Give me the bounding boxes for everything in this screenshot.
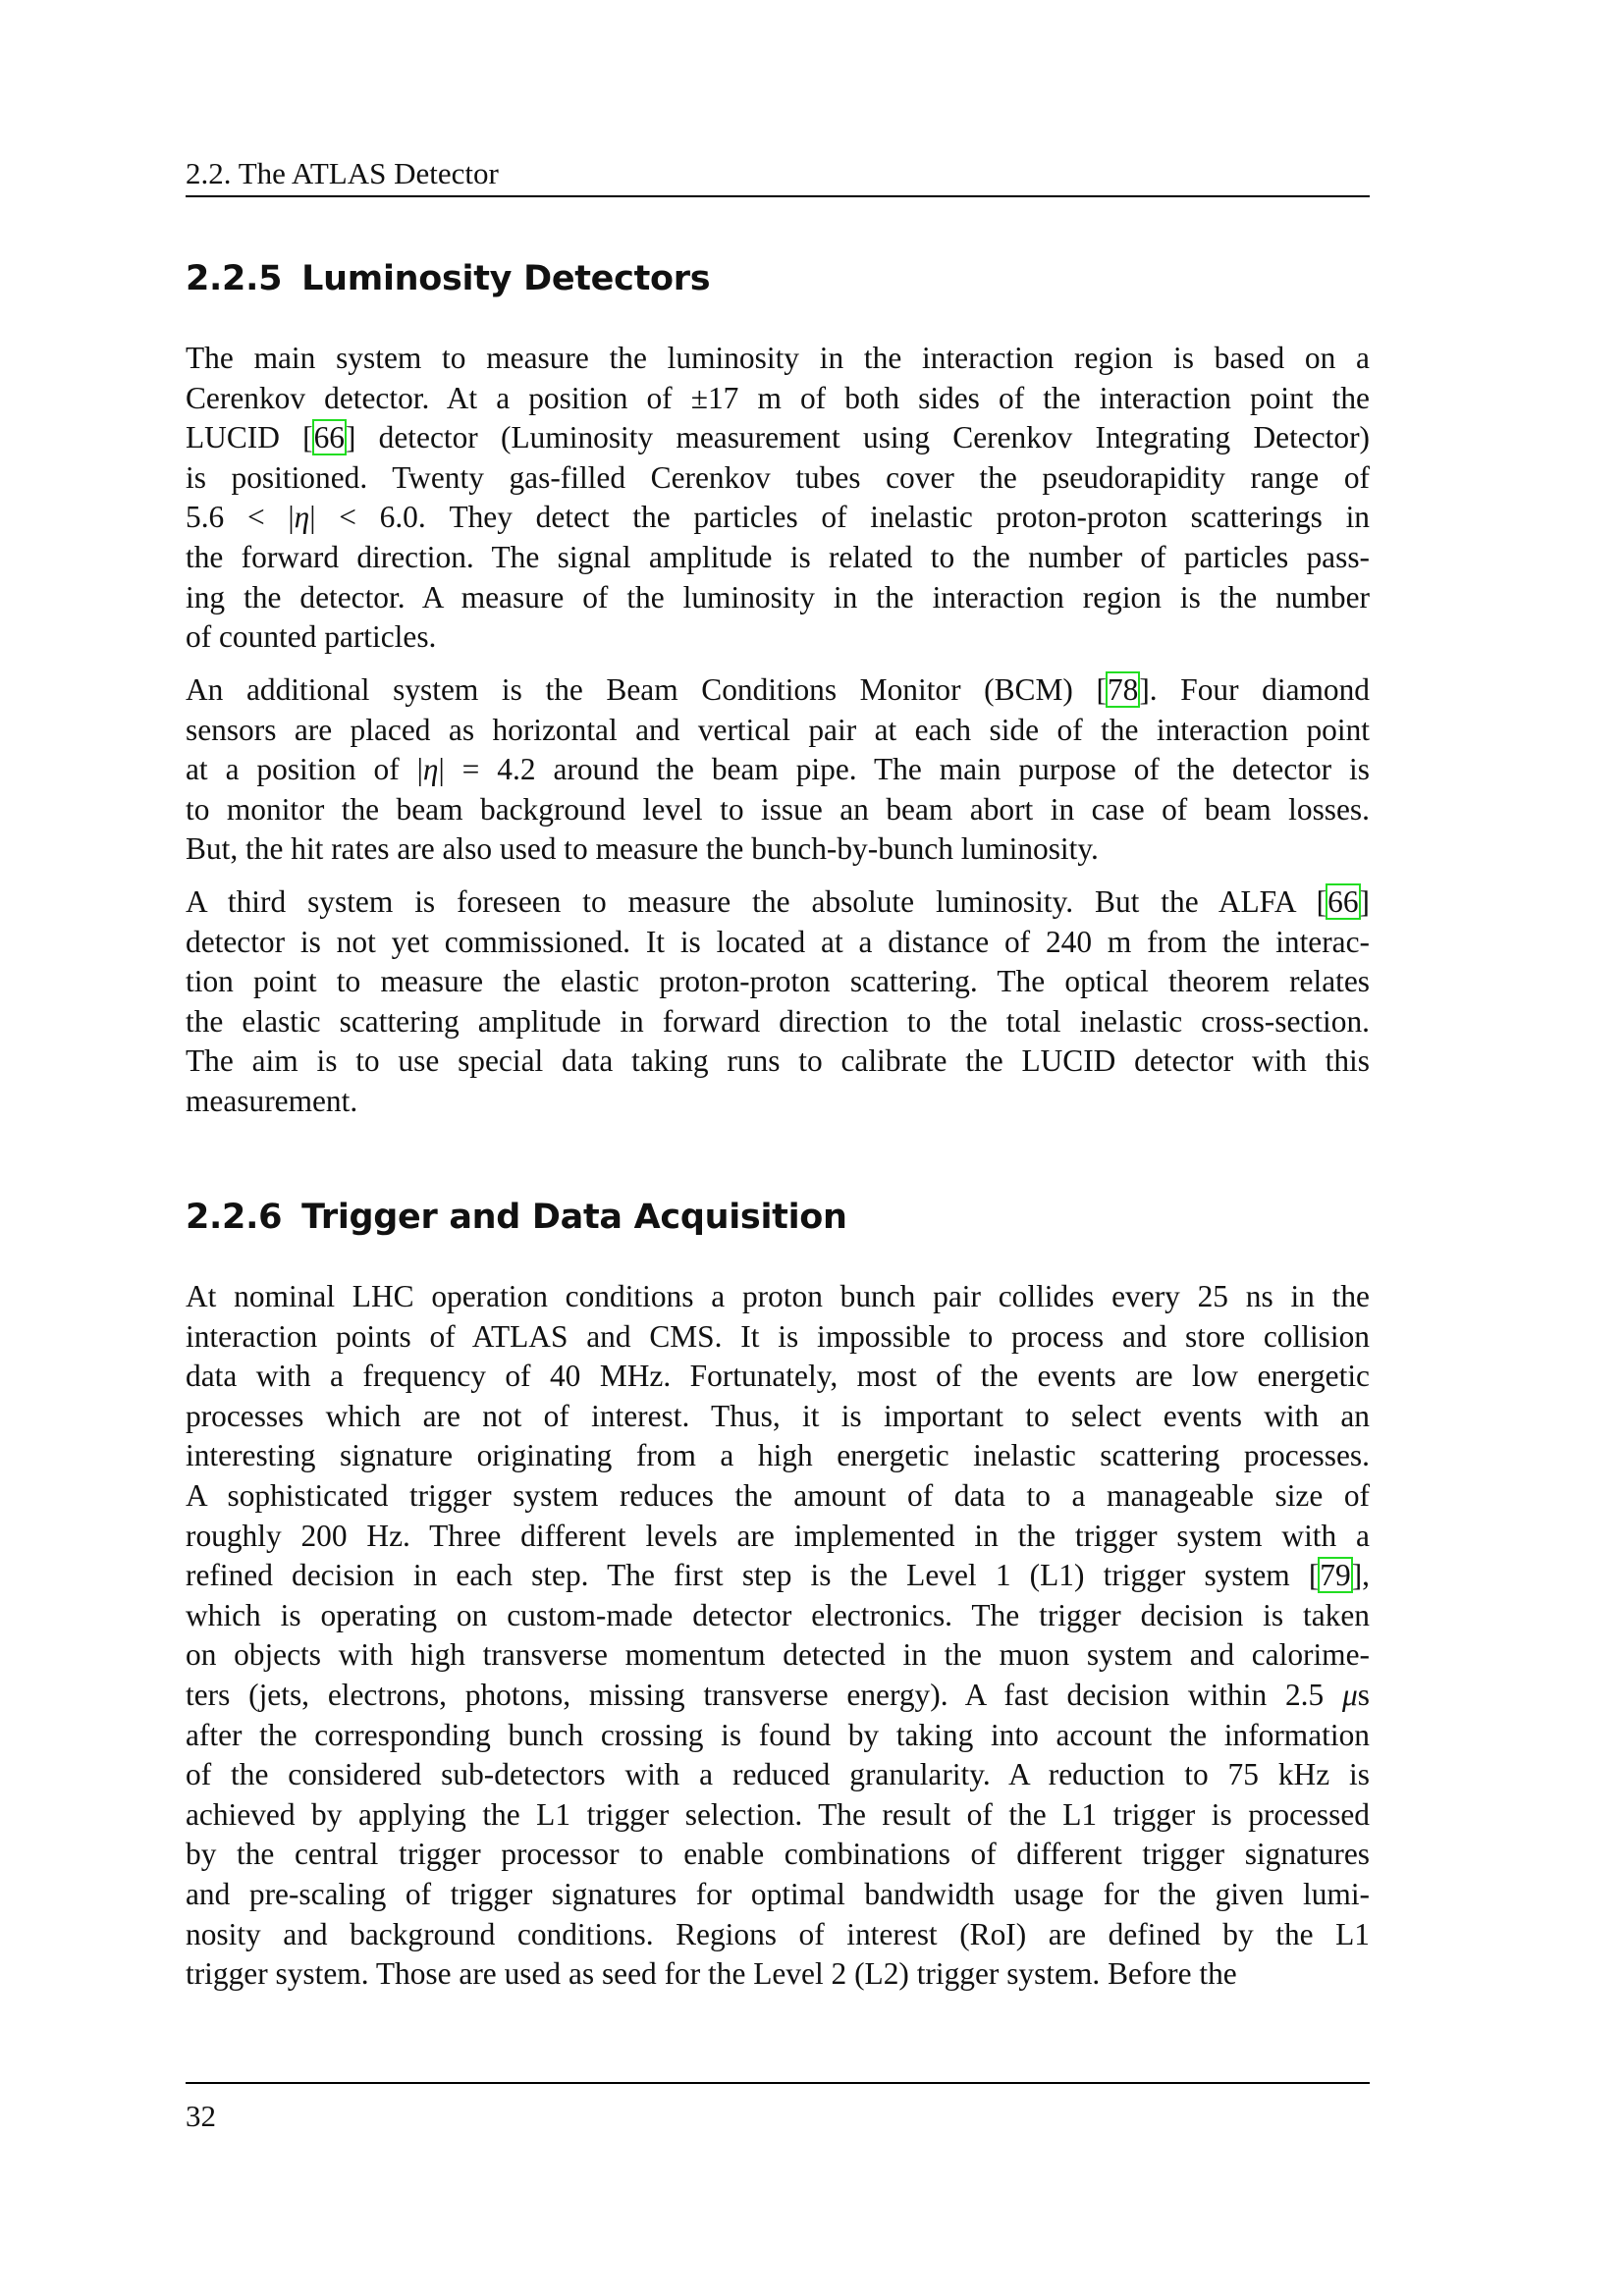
text-line: which is operating on custom-made detector electronics. The trigger decision is taken	[186, 1597, 1370, 1632]
text-line: nosity and background conditions. Regions of interest (RoI) are defined by the L1	[186, 1916, 1370, 1951]
text-line: A sophisticated trigger system reduces the amount of data to a manageable size of	[186, 1477, 1370, 1513]
text-line: data with a frequency of 40 MHz. Fortunately, most of the events are low energetic	[186, 1359, 1370, 1394]
text-line: detector is not yet commissioned. It is located at a distance of 240 m from the interac-	[186, 924, 1370, 959]
text-line: The aim is to use special data taking runs to calibrate the LUCID detector with this	[186, 1043, 1370, 1079]
paragraph-alfa	[186, 882, 1370, 1122]
text-line: tion point to measure the elastic proton-proton scattering. The optical theorem relates	[186, 964, 1370, 999]
text-line: is positioned. Twenty gas-filled Cerenkov tubes cover the pseudorapidity range of	[186, 459, 1370, 495]
text-line: ters (jets, electrons, photons, missing transverse energy). A fast decision within 2.5 μs	[186, 1677, 1370, 1712]
section-heading-2-2-5	[186, 257, 710, 300]
section-number: 2.2.6	[186, 1198, 283, 1237]
text-line: But, the hit rates are also used to measure the bunch-by-bunch luminosity.	[186, 831, 1099, 867]
header-rule	[186, 195, 1370, 197]
text-line: ing the detector. A measure of the luminosity in the interaction region is the number	[186, 579, 1370, 614]
text-line: interaction points of ATLAS and CMS. It is impossible to process and store collision	[186, 1318, 1370, 1354]
text-line: Cerenkov detector. At a position of ±17 m of both sides of the interaction point the	[186, 380, 1370, 415]
section-number: 2.2.5	[186, 259, 283, 298]
text-line: roughly 200 Hz. Three different levels are implemented in the trigger system with a	[186, 1518, 1370, 1553]
citation-link[interactable]: 78	[1107, 672, 1139, 707]
section-title-text: Luminosity Detectors	[301, 259, 711, 298]
text-line: achieved by applying the L1 trigger selection. The result of the L1 trigger is processed	[186, 1796, 1370, 1832]
text-line: and pre-scaling of trigger signatures for optimal bandwidth usage for the given lumi-	[186, 1876, 1370, 1911]
text-line: processes which are not of interest. Thus, it is important to select events with an	[186, 1398, 1370, 1433]
running-header: 2.2. The ATLAS Detector	[186, 156, 499, 190]
text-line: trigger system. Those are used as seed for the Level 2 (L2) trigger system. Before the	[186, 1956, 1237, 1992]
text-line: At nominal LHC operation conditions a proton bunch pair collides every 25 ns in the	[186, 1279, 1370, 1313]
document-page	[186, 0, 1370, 2296]
paragraph-trigger	[186, 1277, 1370, 1995]
text-line: at a position of |η| = 4.2 around the beam pipe. The main purpose of the detector is	[186, 752, 1370, 787]
text-line: LUCID [66] detector (Luminosity measurement using Cerenkov Integrating Detector)	[186, 420, 1370, 455]
math-eta: η	[422, 752, 439, 787]
text-line: of counted particles.	[186, 619, 437, 655]
text-line: after the corresponding bunch crossing is found by taking into account the information	[186, 1717, 1370, 1752]
text-line: to monitor the beam background level to issue an beam abort in case of beam losses.	[186, 791, 1370, 827]
text-line: An additional system is the Beam Conditions Monitor (BCM) [78]. Four diamond	[186, 672, 1371, 707]
text-line: sensors are placed as horizontal and vertical pair at each side of the interaction point	[186, 712, 1370, 747]
text-line: of the considered sub-detectors with a reduced granularity. A reduction to 75 kHz is	[186, 1757, 1370, 1792]
section-title-text: Trigger and Data Acquisition	[301, 1198, 847, 1237]
text-line: on objects with high transverse momentum detected in the muon system and calorime-	[186, 1637, 1370, 1673]
citation-link[interactable]: 66	[1327, 884, 1359, 919]
text-line: refined decision in each step. The first step is the Level 1 (L1) trigger system [79],	[186, 1558, 1370, 1593]
page-number: 32	[186, 2099, 216, 2133]
math-eta: η	[294, 500, 310, 535]
footer-rule	[186, 2082, 1370, 2084]
text-line: by the central trigger processor to enable combinations of different trigger signatures	[186, 1837, 1370, 1872]
text-line: the forward direction. The signal amplitude is related to the number of particles pass-	[186, 539, 1370, 574]
citation-link[interactable]: 79	[1320, 1558, 1351, 1593]
paragraph-lucid	[186, 339, 1370, 658]
text-line: A third system is foreseen to measure the absolute luminosity. But the ALFA [66]	[186, 884, 1370, 919]
text-line: 5.6 < |η| < 6.0. They detect the particles of inelastic proton-proton scatterings in	[186, 500, 1370, 535]
text-line: interesting signature originating from a high energetic inelastic scattering processes.	[186, 1438, 1370, 1473]
text-line: The main system to measure the luminosity in the interaction region is based on a	[186, 341, 1370, 375]
math-mu: μ	[1342, 1677, 1358, 1712]
text-line: the elastic scattering amplitude in forward direction to the total inelastic cross-section.	[186, 1003, 1370, 1039]
section-heading-2-2-6	[186, 1196, 847, 1239]
citation-link[interactable]: 66	[313, 420, 345, 455]
text-line: measurement.	[186, 1083, 358, 1118]
paragraph-bcm	[186, 670, 1370, 870]
